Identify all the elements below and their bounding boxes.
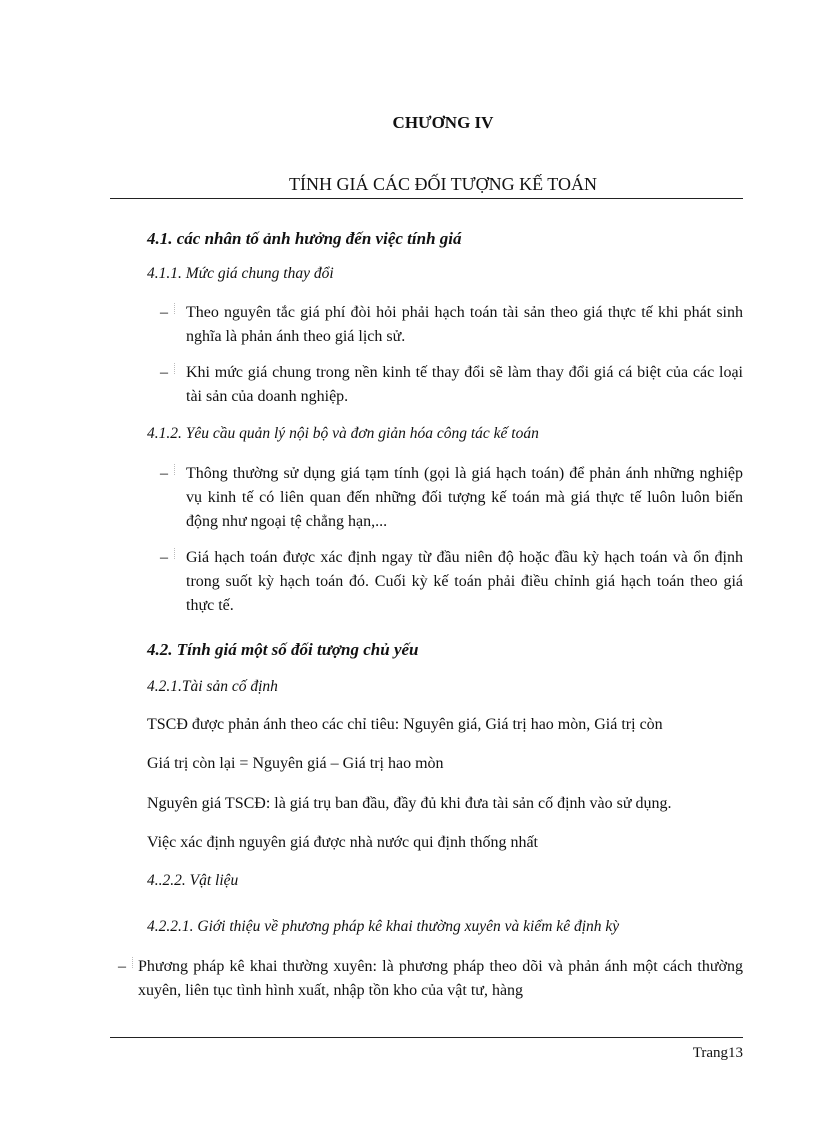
subsection-heading-4-1-1: 4.1.1. Mức giá chung thay đổi <box>147 265 334 282</box>
subsection-heading-4-2-2: 4..2.2. Vật liệu <box>147 872 239 889</box>
subsection-heading-4-2-1: 4.2.1.Tài sản cố định <box>147 678 278 695</box>
list-item <box>147 546 743 618</box>
list-item <box>110 955 743 1003</box>
paragraph: Giá trị còn lại = Nguyên giá – Giá trị hao mòn <box>147 755 444 772</box>
list-item-text: Theo nguyên tắc giá phí đòi hỏi phải hạch toán tài sản theo giá thực tế khi phát sinh nghĩa là phản ánh theo giá lịch sử. <box>186 304 743 345</box>
paragraph: TSCĐ được phản ánh theo các chỉ tiêu: Nguyên giá, Giá trị hao mòn, Giá trị còn <box>147 716 663 733</box>
text-marker-icon <box>174 548 182 559</box>
chapter-number: CHƯƠNG IV <box>392 113 494 132</box>
text-marker-icon <box>174 464 182 475</box>
list-item-text: Khi mức giá chung trong nền kinh tế thay đổi sẽ làm thay đổi giá cá biệt của các loại tài sản của doanh nghiệp. <box>186 364 743 405</box>
bullet-dash: – <box>160 304 168 321</box>
paragraph: Nguyên giá TSCĐ: là giá trụ ban đầu, đầy đủ khi đưa tài sản cố định vào sử dụng. <box>147 795 672 812</box>
text-marker-icon <box>174 303 182 314</box>
list-item-text: Thông thường sử dụng giá tạm tính (gọi là giá hạch toán) để phản ánh những nghiệp vụ kinh tế có liên quan đến những đối tượng kế toán mà giá thực tế luôn luôn biến động như ngoại tệ chẳng hạn,... <box>186 465 743 530</box>
list-item <box>147 462 743 534</box>
list-item-text: Phương pháp kê khai thường xuyên: là phương pháp theo dõi và phản ánh một cách thường xuyên, liên tục tình hình xuất, nhập tồn kho của vật tư, hàng <box>138 958 743 999</box>
chapter-title: TÍNH GIÁ CÁC ĐỐI TƯỢNG KẾ TOÁN <box>289 174 597 194</box>
bullet-dash: – <box>160 364 168 381</box>
page-number: Trang13 <box>692 1045 743 1061</box>
bullet-dash: – <box>118 958 126 975</box>
subsection-heading-4-1-2: 4.1.2. Yêu cầu quản lý nội bộ và đơn giản hóa công tác kế toán <box>147 425 539 442</box>
section-heading-4-1: 4.1. các nhân tố ảnh hưởng đến việc tính giá <box>147 229 462 248</box>
footer-divider <box>110 1037 743 1038</box>
text-marker-icon <box>132 957 139 968</box>
list-item <box>147 301 743 349</box>
list-item-text: Giá hạch toán được xác định ngay từ đầu niên độ hoặc đầu kỳ hạch toán và ổn định trong suốt kỳ hạch toán đó. Cuối kỳ kế toán phải điều chỉnh giá hạch toán theo giá thực tế. <box>186 549 743 614</box>
bullet-dash: – <box>160 465 168 482</box>
text-marker-icon <box>174 363 182 374</box>
header-divider <box>110 198 743 199</box>
section-heading-4-2: 4.2. Tính giá một số đối tượng chủ yếu <box>147 640 419 659</box>
bullet-dash: – <box>160 549 168 566</box>
list-item <box>147 361 743 409</box>
paragraph: Việc xác định nguyên giá được nhà nước qui định thống nhất <box>147 834 538 851</box>
subsection-heading-4-2-2-1: 4.2.2.1. Giới thiệu về phương pháp kê khai thường xuyên và kiểm kê định kỳ <box>147 918 620 935</box>
